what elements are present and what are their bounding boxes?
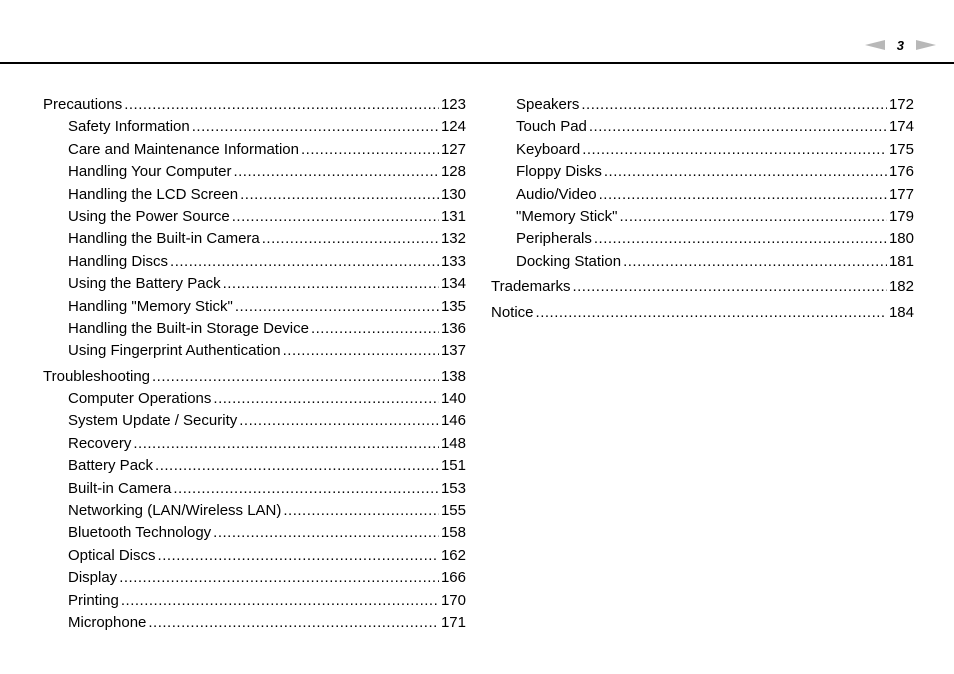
toc-subsection-link[interactable] — [43, 116, 466, 138]
toc-entry-page-number: 153 — [440, 479, 466, 497]
page-navigation — [865, 36, 936, 54]
toc-entry-title: Trademarks — [491, 278, 571, 296]
toc-subsection-link[interactable] — [43, 410, 466, 432]
toc-entry-page-number: 127 — [440, 140, 466, 158]
previous-page-arrow-icon[interactable] — [865, 40, 885, 50]
toc-subsection-link[interactable] — [491, 116, 914, 138]
toc-entry-page-number: 146 — [440, 412, 466, 430]
toc-subsection-link[interactable] — [43, 251, 466, 273]
toc-entry-title: Handling the Built-in Storage Device — [68, 319, 309, 337]
toc-dot-leader — [283, 500, 439, 522]
toc-entry-title: Using Fingerprint Authentication — [68, 342, 281, 360]
toc-dot-leader — [155, 455, 439, 477]
toc-entry-title: Bluetooth Technology — [68, 524, 212, 542]
toc-entry-title: Docking Station — [516, 252, 622, 270]
toc-entry-title: Recovery — [68, 434, 132, 452]
toc-section-link[interactable] — [43, 366, 466, 388]
toc-entry-page-number: 140 — [440, 390, 466, 408]
toc-dot-leader — [119, 567, 439, 589]
toc-dot-leader — [301, 139, 439, 161]
toc-entry-page-number: 180 — [888, 230, 914, 248]
toc-subsection-link[interactable] — [491, 184, 914, 206]
toc-dot-leader — [599, 184, 887, 206]
toc-entry-title: Handling Your Computer — [68, 163, 232, 181]
toc-entry-title: Built-in Camera — [68, 479, 172, 497]
toc-entry-page-number: 175 — [888, 140, 914, 158]
toc-entry-title: "Memory Stick" — [516, 207, 618, 225]
toc-dot-leader — [572, 276, 887, 298]
toc-entry-title: Battery Pack — [68, 457, 154, 475]
toc-entry-page-number: 182 — [888, 278, 914, 296]
toc-subsection-link[interactable] — [43, 612, 466, 634]
toc-dot-leader — [239, 410, 439, 432]
toc-dot-leader — [589, 116, 887, 138]
toc-subsection-link[interactable] — [491, 94, 914, 116]
toc-entry-page-number: 128 — [440, 163, 466, 181]
toc-entry-page-number: 133 — [440, 252, 466, 270]
toc-dot-leader — [240, 184, 439, 206]
toc-dot-leader — [121, 590, 439, 612]
toc-entry-title: Care and Maintenance Information — [68, 140, 299, 158]
toc-entry-title: Printing — [68, 591, 119, 609]
toc-entry-page-number: 123 — [440, 96, 466, 113]
toc-dot-leader — [536, 302, 887, 324]
toc-entry-page-number: 179 — [888, 207, 914, 225]
toc-subsection-link[interactable] — [43, 500, 466, 522]
toc-entry-page-number: 155 — [440, 502, 466, 520]
toc-entry-page-number: 184 — [888, 303, 914, 321]
toc-dot-leader — [223, 273, 439, 295]
page-number: 3 — [896, 37, 904, 53]
toc-entry-title: Using the Battery Pack — [68, 275, 221, 293]
toc-entry-title: Peripherals — [516, 230, 592, 248]
toc-entry-title: Handling the LCD Screen — [68, 185, 239, 203]
toc-entry-page-number: 181 — [888, 252, 914, 270]
toc-dot-leader — [235, 296, 439, 318]
header-divider — [0, 62, 954, 64]
toc-entry-page-number: 151 — [440, 457, 466, 475]
toc-entry-title: Keyboard — [516, 140, 581, 158]
toc-entry-page-number: 134 — [440, 275, 466, 293]
toc-entry-page-number: 176 — [888, 163, 914, 181]
toc-entry-page-number: 130 — [440, 185, 466, 203]
toc-entry-page-number: 135 — [440, 297, 466, 315]
toc-dot-leader — [283, 340, 439, 362]
toc-subsection-link[interactable] — [43, 318, 466, 340]
toc-subsection-link[interactable] — [43, 206, 466, 228]
toc-entry-page-number: 137 — [440, 342, 466, 360]
toc-subsection-link[interactable] — [43, 273, 466, 295]
toc-subsection-link[interactable] — [43, 567, 466, 589]
toc-dot-leader — [232, 206, 439, 228]
toc-section-link[interactable] — [491, 276, 914, 298]
toc-subsection-link[interactable] — [491, 251, 914, 273]
toc-dot-leader — [233, 161, 439, 183]
toc-subsection-link[interactable] — [43, 139, 466, 161]
toc-subsection-link[interactable] — [43, 478, 466, 500]
toc-section-link[interactable] — [43, 94, 466, 116]
toc-dot-leader — [620, 206, 887, 228]
toc-dot-leader — [594, 228, 887, 250]
next-page-arrow-icon[interactable] — [916, 40, 936, 50]
toc-entry-title: Handling the Built-in Camera — [68, 230, 260, 248]
toc-dot-leader — [623, 251, 887, 273]
toc-entry-page-number: 166 — [440, 569, 466, 587]
toc-dot-leader — [311, 318, 439, 340]
toc-entry-page-number: 171 — [440, 613, 466, 631]
toc-section-link[interactable] — [491, 302, 914, 324]
toc-entry-page-number: 124 — [440, 118, 466, 136]
toc-dot-leader — [213, 388, 439, 410]
toc-entry-page-number: 170 — [440, 591, 466, 609]
toc-entry-title: Networking (LAN/Wireless LAN) — [68, 502, 282, 520]
toc-entry-page-number: 174 — [888, 118, 914, 136]
toc-dot-leader — [582, 139, 887, 161]
toc-entry-title: Display — [68, 569, 118, 587]
toc-subsection-link[interactable] — [43, 433, 466, 455]
page-header — [0, 0, 954, 64]
toc-subsection-link[interactable] — [491, 228, 914, 250]
toc-entry-title: Using the Power Source — [68, 207, 230, 225]
toc-subsection-link[interactable] — [491, 206, 914, 228]
toc-entry-page-number: 162 — [440, 546, 466, 564]
toc-dot-leader — [158, 545, 439, 567]
toc-subsection-link[interactable] — [491, 139, 914, 161]
toc-subsection-link[interactable] — [43, 184, 466, 206]
toc-subsection-link[interactable] — [43, 296, 466, 318]
toc-entry-title: Touch Pad — [516, 118, 587, 136]
toc-entry-page-number: 148 — [440, 434, 466, 452]
toc-entry-title: System Update / Security — [68, 412, 238, 430]
toc-subsection-link[interactable] — [43, 545, 466, 567]
toc-subsection-link[interactable] — [43, 522, 466, 544]
toc-entry-title: Handling Discs — [68, 252, 169, 270]
toc-subsection-link[interactable] — [43, 455, 466, 477]
toc-dot-leader — [581, 94, 887, 116]
toc-entry-title: Troubleshooting — [43, 367, 151, 385]
toc-entry-title: Handling "Memory Stick" — [68, 297, 233, 315]
toc-entry-page-number: 131 — [440, 207, 466, 225]
toc-entry-title: Audio/Video — [516, 185, 597, 203]
toc-entry-title: Computer Operations — [68, 390, 212, 408]
toc-dot-leader — [124, 94, 439, 116]
toc-entry-page-number: 132 — [440, 230, 466, 248]
toc-dot-leader — [148, 612, 439, 634]
toc-entry-page-number: 136 — [440, 319, 466, 337]
toc-dot-leader — [173, 478, 439, 500]
toc-entry-title: Speakers — [516, 96, 580, 113]
toc-subsection-link[interactable] — [43, 161, 466, 183]
toc-dot-leader — [213, 522, 439, 544]
toc-subsection-link[interactable] — [43, 228, 466, 250]
toc-dot-leader — [604, 161, 887, 183]
toc-entry-title: Microphone — [68, 613, 147, 631]
toc-entry-title: Safety Information — [68, 118, 190, 136]
toc-entry-title: Precautions — [43, 96, 123, 113]
toc-subsection-link[interactable] — [43, 388, 466, 410]
toc-dot-leader — [192, 116, 439, 138]
toc-column-right — [491, 94, 914, 324]
toc-entry-page-number: 172 — [888, 96, 914, 113]
toc-dot-leader — [262, 228, 439, 250]
toc-entry-page-number: 177 — [888, 185, 914, 203]
toc-subsection-link[interactable] — [43, 590, 466, 612]
toc-entry-page-number: 138 — [440, 367, 466, 385]
toc-entry-title: Optical Discs — [68, 546, 156, 564]
toc-dot-leader — [133, 433, 439, 455]
toc-column-left — [43, 94, 466, 634]
toc-entry-page-number: 158 — [440, 524, 466, 542]
toc-dot-leader — [170, 251, 439, 273]
toc-dot-leader — [152, 366, 439, 388]
toc-entry-title: Floppy Disks — [516, 163, 602, 181]
toc-subsection-link[interactable] — [43, 340, 466, 362]
toc-subsection-link[interactable] — [491, 161, 914, 183]
toc-entry-title: Notice — [491, 303, 534, 321]
